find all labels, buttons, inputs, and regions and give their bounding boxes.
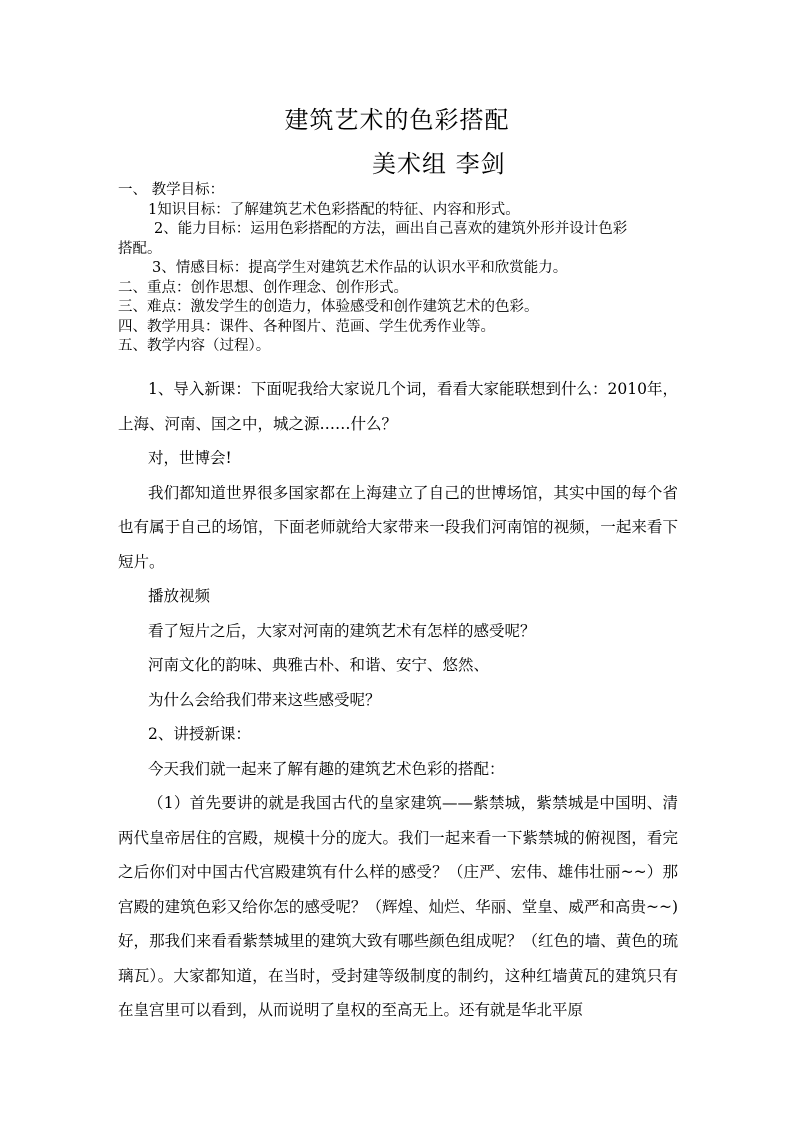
paragraph-feelings: 河南文化的韵味、典雅古朴、和谐、安宁、悠然、 (148, 656, 490, 674)
paragraph-today: 今天我们就一起来了解有趣的建筑艺术色彩的搭配： (148, 759, 505, 778)
paragraph-why: 为什么会给我们带来这些感受呢？ (148, 690, 381, 709)
paragraph-new-lesson: 2、讲授新课： (148, 725, 251, 743)
author-line: 美术组 李剑 (372, 150, 506, 178)
outline-heading-objectives: 一、 教学目标： (118, 182, 225, 198)
outline-emotion-goal: 3、情感目标：提高学生对建筑艺术作品的认识水平和欣赏能力。 (152, 260, 568, 276)
paragraph-question: 看了短片之后，大家对河南的建筑艺术有怎样的感受呢？ (148, 621, 536, 640)
paragraph-intro: 1、导入新课：下面呢我给大家说几个词，看看大家能联想到什么：2010年，上海、河南、国之中，城之源……什么？ (118, 380, 678, 433)
outline-key-points: 二、重点：创作思想、创作理念、创作形式。 (118, 279, 408, 296)
lesson-body (118, 372, 678, 1028)
lesson-outline (118, 181, 678, 357)
document-title: 建筑艺术的色彩搭配 (284, 106, 510, 134)
outline-ability-goal: 2、能力目标：运用色彩搭配的方法，画出自己喜欢的建筑外形并设计色彩 (154, 221, 628, 237)
outline-content-heading: 五、教学内容（过程）。 (118, 338, 271, 354)
outline-knowledge-goal: 1知识目标：了解建筑艺术色彩搭配的特征、内容和形式。 (148, 201, 520, 218)
outline-difficulties: 三、难点：激发学生的创造力，体验感受和创作建筑艺术的色彩。 (118, 299, 539, 315)
outline-teaching-tools: 四、教学用具：课件、各种图片、范画、学生优秀作业等。 (118, 318, 495, 335)
outline-ability-goal-cont: 搭配。 (118, 240, 162, 257)
paragraph-play-video: 播放视频 (148, 587, 211, 605)
paragraph-forbidden-city: （1）首先要讲的就是我国古代的皇家建筑——紫禁城，紫禁城是中国明、清两代皇帝居住的宫殿，规模十分的庞大。我们一起来看一下紫禁城的俯视图，看完之后你们对中国古代宫殿建筑有什么样的感受？（庄严、宏伟、雄伟壮丽~~）那宫殿的建筑色彩又给你怎的感受呢？（辉煌、灿烂、华丽、堂皇、威严和高贵~~)好，那我们来看看紫禁城里的建筑大致有哪些颜色组成呢？（红色的墙、黄色的琉璃瓦）。大家都知道，在当时，受封建等级制度的制约，这种红墙黄瓦的建筑只有在皇宫里可以看到，从而说明了皇权的至高无上。还有就是华北平原 (118, 794, 678, 1019)
paragraph-expo: 对，世博会! (148, 449, 232, 467)
paragraph-pavilions: 我们都知道世界很多国家都在上海建立了自己的世博场馆，其实中国的每个省也有属于自己的场馆，下面老师就给大家带来一段我们河南馆的视频，一起来看下短片。 (118, 483, 678, 571)
